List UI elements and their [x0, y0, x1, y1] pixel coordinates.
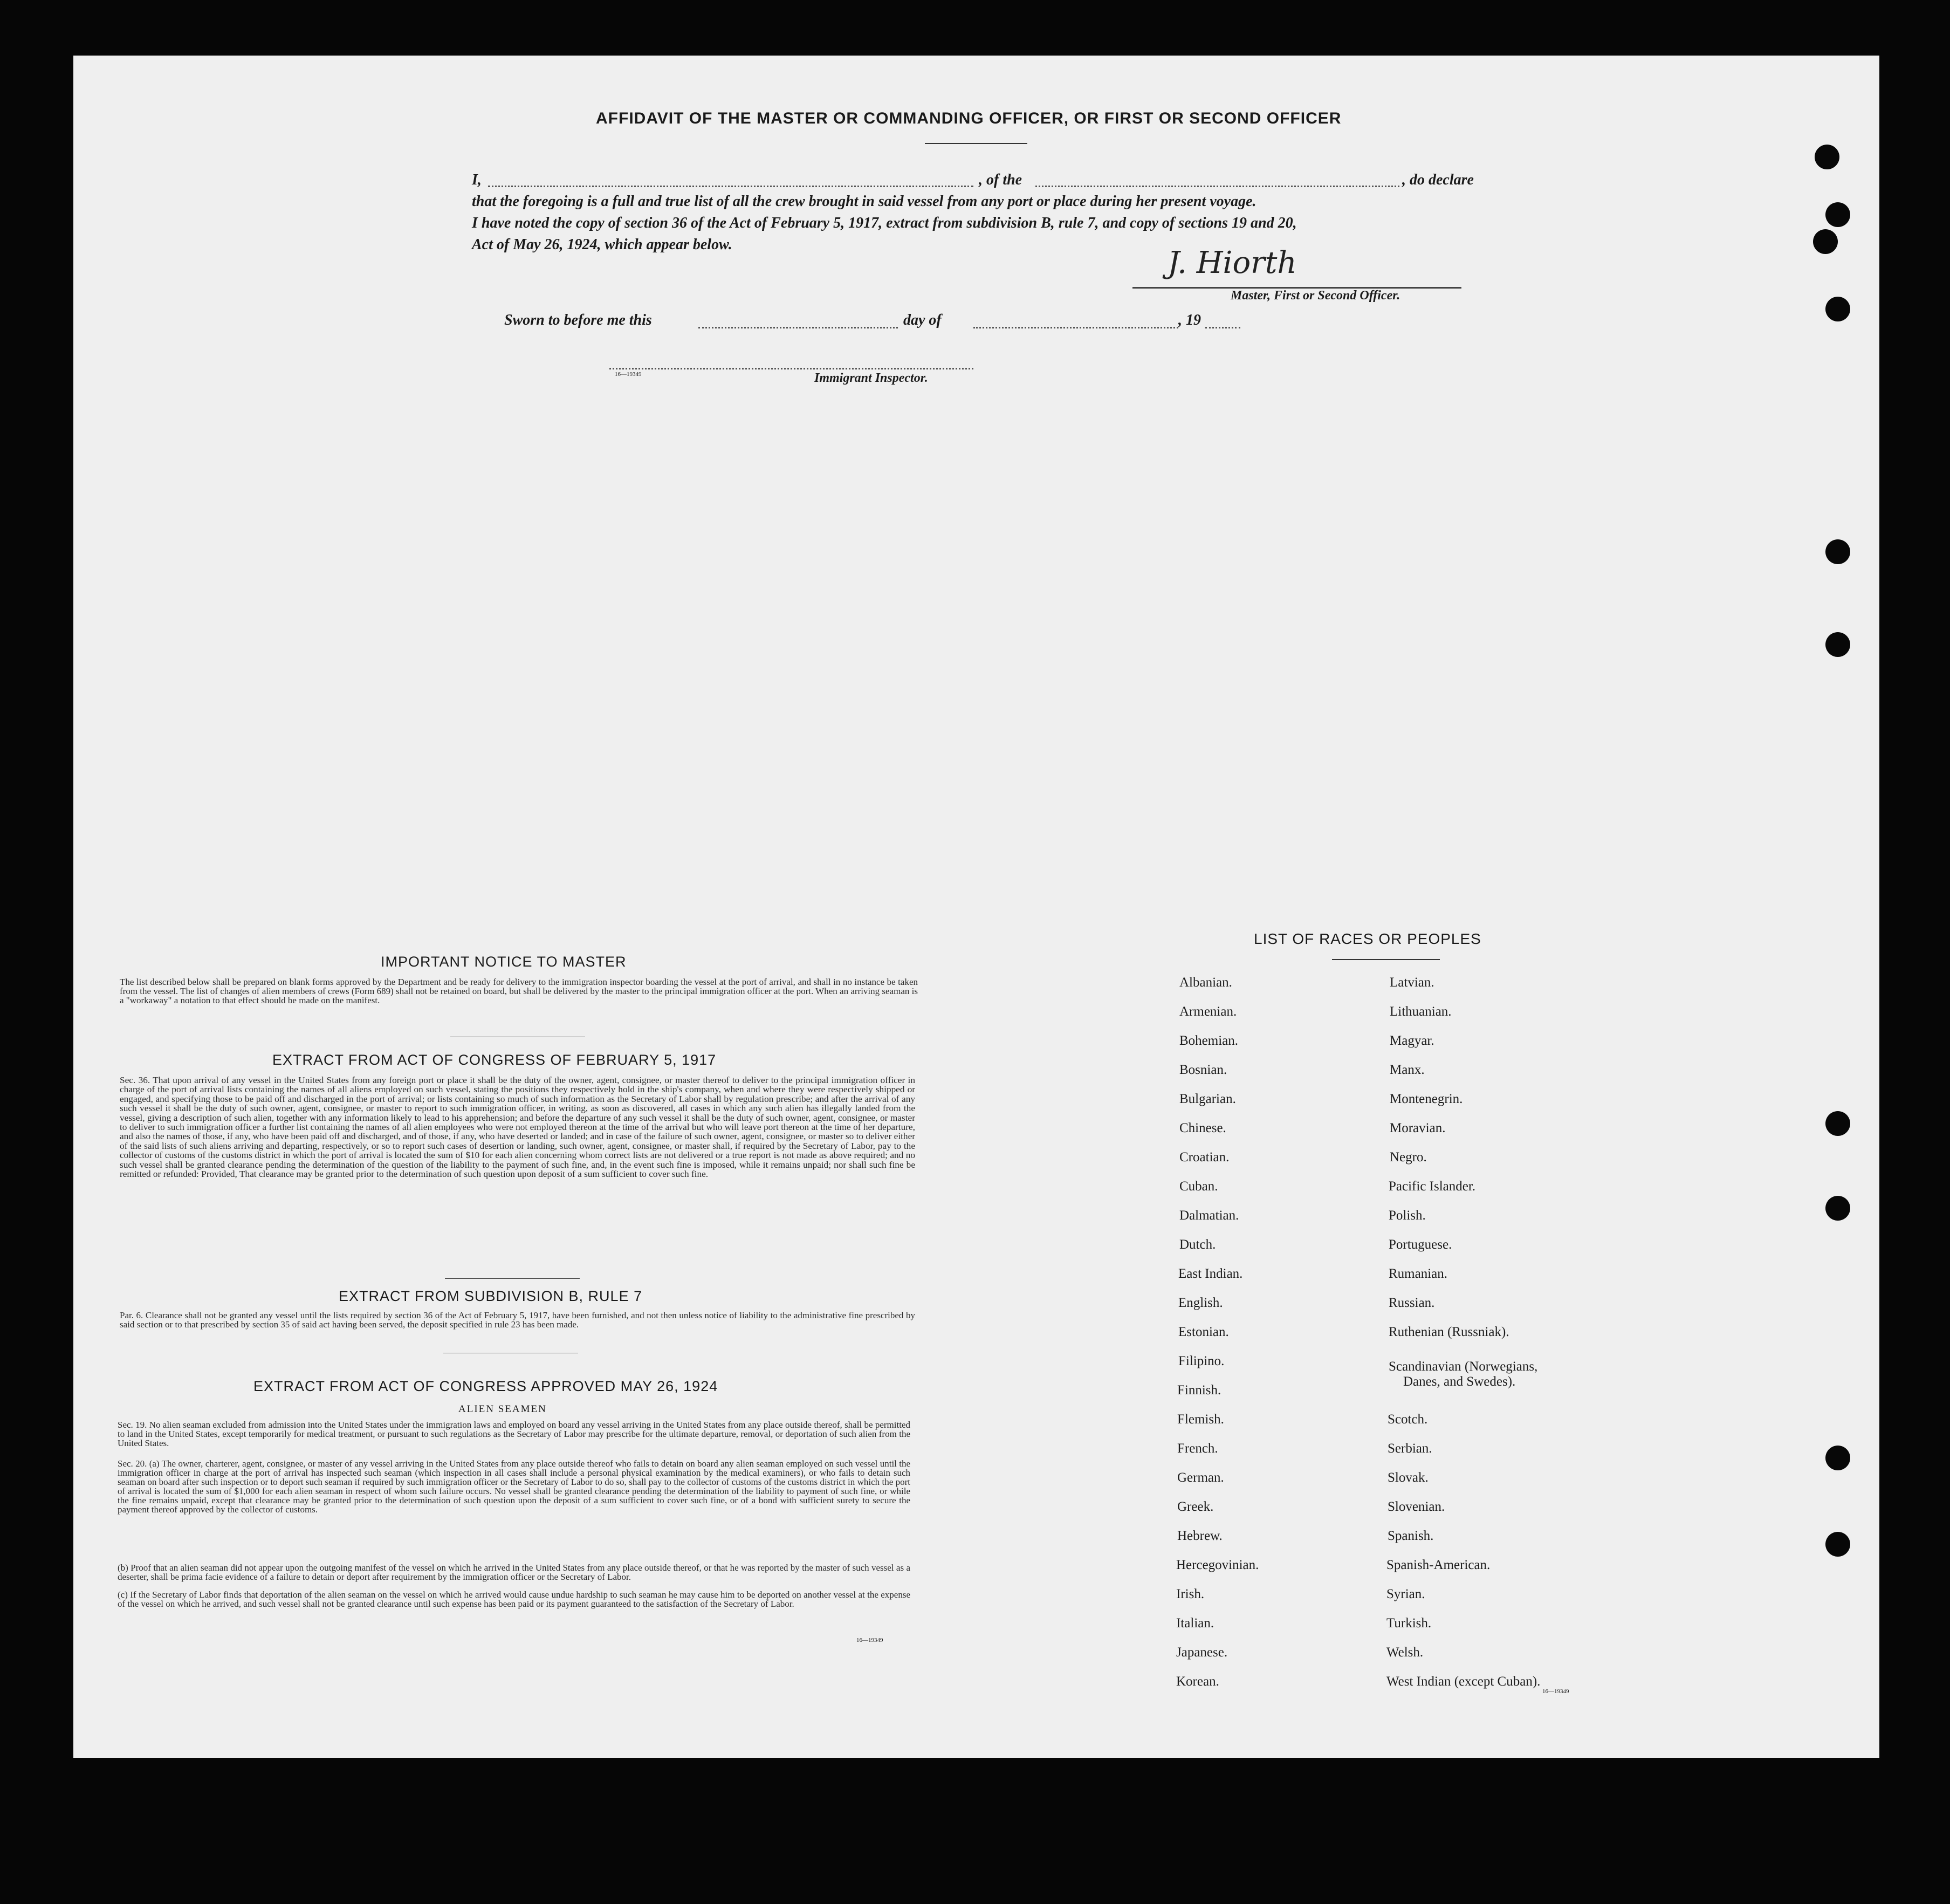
race-item: Italian.	[1176, 1616, 1214, 1631]
vessel-blank	[1035, 186, 1399, 187]
race-item: Bohemian.	[1179, 1033, 1239, 1048]
race-item: German.	[1177, 1470, 1224, 1485]
sworn-year-blank	[1205, 327, 1240, 328]
race-item: Welsh.	[1386, 1645, 1424, 1660]
race-item: Spanish-American.	[1386, 1558, 1491, 1572]
races-heading: LIST OF RACES OR PEOPLES	[1254, 930, 1481, 947]
race-item: Croatian.	[1179, 1150, 1230, 1165]
binder-hole	[1815, 145, 1839, 169]
notice-heading: IMPORTANT NOTICE TO MASTER	[381, 954, 627, 970]
race-item: Bulgarian.	[1179, 1092, 1236, 1106]
declare-label: , do declare	[1402, 172, 1474, 188]
race-item: Cuban.	[1179, 1179, 1218, 1194]
of-the-label: , of the	[979, 172, 1022, 188]
binder-hole	[1825, 202, 1850, 227]
race-item: Pacific Islander.	[1389, 1179, 1476, 1194]
race-item: Filipino.	[1178, 1354, 1225, 1368]
race-item: Estonian.	[1178, 1325, 1229, 1339]
race-item: Latvian.	[1390, 975, 1434, 990]
race-item: Russian.	[1389, 1296, 1435, 1310]
binder-hole	[1825, 1111, 1850, 1136]
race-item: Hebrew.	[1177, 1529, 1223, 1543]
race-item: Albanian.	[1179, 975, 1232, 990]
race-item: Slovenian.	[1388, 1499, 1445, 1514]
race-item: Moravian.	[1390, 1121, 1446, 1135]
sec20a-body: Sec. 20. (a) The owner, charterer, agent, consignee, or master of any vessel arriving in the United States from any place outside thereof who fails to detain on board any alien seaman employed on such vessel until the immigration officer in charge at the port of arrival has inspected such seaman (which inspection in all cases shall include a personal physical examination by the medical examiners), or who fails to detain such seaman on board after such inspection or to deport such seaman if required by such immigration officer or the Secretary of Labor to do so, shall pay to the collector of customs of the customs district in which the port of arrival is located the sum of $1,000 for each alien seaman in respect of whom such failure occurs. No vessel shall be granted clearance pending the determination of the liability to payment of such fine, or while the fine remains unpaid, except that clearance may be granted prior to the determination of such question upon the deposit of a sum sufficient to cover such fine, or of a bond with sufficient surety to secure the payment thereof approved by the collector of customs.	[118, 1458, 910, 1515]
race-item: Danes, and Swedes).	[1403, 1374, 1516, 1389]
race-item: Negro.	[1390, 1150, 1427, 1165]
race-item: Finnish.	[1177, 1383, 1221, 1398]
divider	[925, 143, 1027, 144]
sworn-month-blank	[973, 327, 1178, 328]
sworn-label: Sworn to before me this	[504, 312, 652, 328]
binder-hole	[1825, 539, 1850, 564]
race-item: Ruthenian (Russniak).	[1389, 1325, 1509, 1339]
name-blank	[488, 186, 973, 187]
binder-hole	[1825, 1532, 1850, 1557]
race-item: Polish.	[1389, 1208, 1426, 1223]
race-item: West Indian (except Cuban).	[1386, 1674, 1541, 1689]
race-item: Irish.	[1176, 1587, 1205, 1601]
race-item: Chinese.	[1179, 1121, 1226, 1135]
extract-1917-body: Sec. 36. That upon arrival of any vessel in the United States from any foreign port or place it shall be the duty of the owner, agent, consignee, or master thereof to deliver to the principal immigration officer in charge of the port of arrival lists containing the names of all aliens employed on such vessel, stating the positions they respectively hold in the ship's company, when and where they were respectively shipped or engaged, and specifying those to be paid off and discharged in the port of arrival; or lists containing so much of such information as the Secretary of Labor shall by regulation prescribe; and after the arrival of any such vessel it shall be the duty of such owner, agent, consignee, or master to report to such immigration officer, in writing, as soon as discovered, all cases in which any such alien has illegally landed from the vessel, giving a description of such alien, together with any information likely to lead to his apprehension; and before the departure of any such vessel it shall be the duty of such owner, agent, consignee, or master to deliver to such immigration officer a further list containing the names of all alien employees who were not employed thereon at the time of the arrival but who will leave port thereon at the time of her departure, and also the names of those, if any, who have been paid off and discharged, and of those, if any, who have deserted or landed; and in case of the failure of such owner, agent, consignee, or master so to deliver either of the said lists of such aliens arriving and departing, respectively, or so to report such cases of desertion or landing, such owner, agent, consignee, or master shall, if required by the Secretary of Labor, pay to the collector of customs of the customs district in which the port of arrival is located the sum of $10 for each alien concerning whom correct lists are not delivered or a true report is not made as above required; and no such vessel shall be granted clearance pending the determination of the question of the liability to the payment of such fine, and, in the event such fine is imposed, while it remains unpaid; nor shall such fine be remitted or refunded: Provided, That clearance may be granted prior to the determination of such question upon deposit of a sum sufficient to cover such fine.	[120, 1075, 915, 1180]
race-item: Hercegovinian.	[1176, 1558, 1259, 1572]
binder-hole	[1825, 1196, 1850, 1221]
race-item: Flemish.	[1177, 1412, 1224, 1427]
binder-hole	[1825, 1446, 1850, 1470]
divider	[445, 1278, 580, 1279]
alien-seamen-subheading: ALIEN SEAMEN	[458, 1403, 547, 1415]
day-of-label: day of	[903, 312, 942, 328]
race-item: East Indian.	[1178, 1266, 1243, 1281]
inspector-signature-line	[609, 368, 973, 369]
race-item: Serbian.	[1388, 1441, 1432, 1456]
divider	[1332, 959, 1440, 960]
sec19-body: Sec. 19. No alien seaman excluded from admission into the United States under the immigration laws and employed on board any vessel arriving in the United States from any place outside thereof, shall be permitted to land in the United States, except temporarily for medical treatment, or pursuant to such regulations as the Secretary of Labor may prescribe for the ultimate departure, removal, or deportation of such alien from the United States.	[118, 1420, 910, 1448]
race-item: Dutch.	[1179, 1237, 1216, 1252]
extract-1917-heading: EXTRACT FROM ACT OF CONGRESS OF FEBRUARY 5, 1917	[272, 1052, 717, 1068]
rule7-body: Par. 6. Clearance shall not be granted any vessel until the lists required by section 36 of the Act of February 5, 1917, have been furnished, and not then unless notice of liability to the administrative fine prescribed by said section or to that prescribed by section 35 of said act having been served, the deposit specified in rule 23 has been made.	[120, 1310, 915, 1330]
race-item: French.	[1177, 1441, 1218, 1456]
race-item: Slovak.	[1388, 1470, 1429, 1485]
affidavit-line-4: Act of May 26, 1924, which appear below.	[472, 236, 732, 253]
race-item: Manx.	[1390, 1063, 1425, 1077]
race-item: Japanese.	[1176, 1645, 1228, 1660]
affidavit-i-label: I,	[472, 172, 482, 188]
notice-body: The list described below shall be prepared on blank forms approved by the Department and be ready for delivery to the immigration inspector boarding the vessel at the port of arrival, and shall in no instance be taken from the vessel. The list of changes of alien members of crews (Form 689) shall not be retained on board, but shall be delivered by the master to the principal immigration officer at the port. When an arriving seaman is a "workaway" a notation to that effect should be made on the manifest.	[120, 977, 918, 1005]
race-item: Scotch.	[1388, 1412, 1428, 1427]
race-item: English.	[1178, 1296, 1223, 1310]
sworn-day-blank	[698, 327, 898, 328]
race-item: Syrian.	[1386, 1587, 1425, 1601]
race-item: Rumanian.	[1389, 1266, 1448, 1281]
binder-hole	[1813, 229, 1838, 254]
race-item: Portuguese.	[1389, 1237, 1452, 1252]
sec20b-body: (b) Proof that an alien seaman did not appear upon the outgoing manifest of the vessel on which he arrived in the United States from any place outside thereof, or that he was reported by the master of such vessel as a deserter, shall be prima facie evidence of a failure to detain or deport after requirement by the immigration officer or the Secretary of Labor.	[118, 1563, 910, 1582]
race-item: Spanish.	[1388, 1529, 1434, 1543]
rule7-heading: EXTRACT FROM SUBDIVISION B, RULE 7	[339, 1288, 643, 1304]
race-item: Korean.	[1176, 1674, 1219, 1689]
race-item: Montenegrin.	[1390, 1092, 1463, 1106]
race-item: Turkish.	[1386, 1616, 1432, 1631]
affidavit-line-3: I have noted the copy of section 36 of the Act of February 5, 1917, extract from subdivision B, rule 7, and copy of sections 19 and 20,	[472, 215, 1297, 231]
race-item: Dalmatian.	[1179, 1208, 1239, 1223]
race-item: Magyar.	[1390, 1033, 1434, 1048]
extract-1924-heading: EXTRACT FROM ACT OF CONGRESS APPROVED MAY 26, 1924	[253, 1378, 718, 1394]
race-item: Bosnian.	[1179, 1063, 1227, 1077]
race-item: Armenian.	[1179, 1004, 1237, 1019]
year-label: , 19	[1178, 312, 1201, 328]
signature-caption: Master, First or Second Officer.	[1231, 289, 1400, 303]
race-item: Lithuanian.	[1390, 1004, 1452, 1019]
form-number: 16—19349	[1542, 1688, 1569, 1695]
form-number: 16—19349	[856, 1637, 883, 1643]
affidavit-heading: AFFIDAVIT OF THE MASTER OR COMMANDING OFFICER, OR FIRST OR SECOND OFFICER	[596, 109, 1342, 127]
affidavit-line-2: that the foregoing is a full and true list of all the crew brought in said vessel from any port or place during her present voyage.	[472, 193, 1256, 210]
inspector-caption: Immigrant Inspector.	[814, 371, 928, 385]
binder-hole	[1825, 632, 1850, 657]
race-item: Greek.	[1177, 1499, 1214, 1514]
sec20c-body: (c) If the Secretary of Labor finds that deportation of the alien seaman on the vessel on which he arrived would cause undue hardship to such seaman he may cause him to be deported on another vessel at the expense of the vessel on which he arrived, and such vessel shall not be granted clearance until such expense has been paid or its payment guaranteed to the satisfaction of the Secretary of Labor.	[118, 1590, 910, 1609]
race-item: Scandinavian (Norwegians,	[1389, 1359, 1538, 1374]
form-number: 16—19349	[615, 371, 642, 378]
binder-hole	[1825, 297, 1850, 321]
master-signature: J. Hiorth	[1168, 245, 1297, 280]
